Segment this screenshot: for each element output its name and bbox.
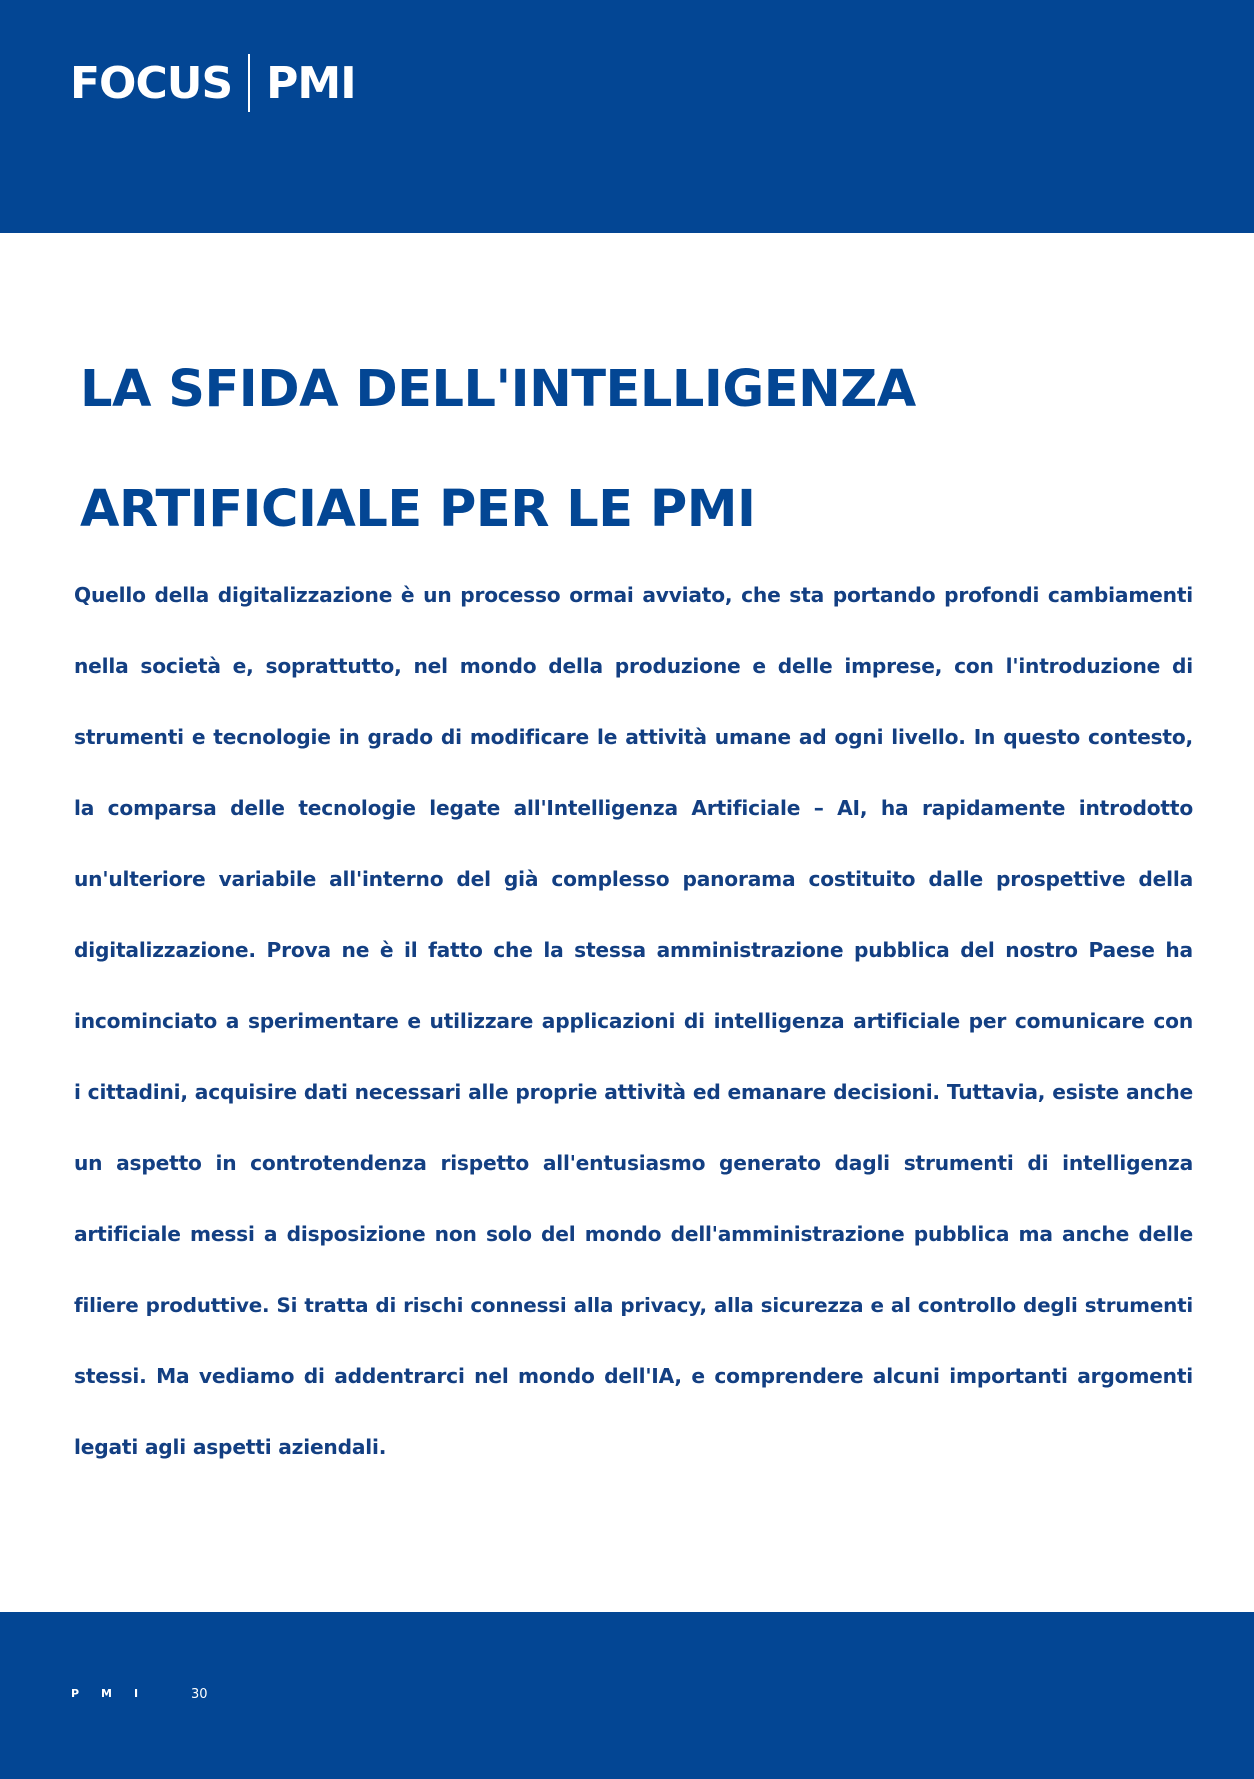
brand-logo	[70, 52, 356, 114]
body-line: Quello della digitalizzazione è un processo ormai avviato, che sta portando profondi cambiamenti	[74, 583, 1193, 607]
body-line: stessi. Ma vediamo di addentrarci nel mondo dell'IA, e comprendere alcuni importanti argomenti	[74, 1364, 1193, 1388]
footer-band	[0, 1612, 1254, 1779]
article-title	[80, 330, 1180, 570]
footer-pmi-mark: PMI	[71, 1687, 161, 1700]
brand-pmi: PMI	[266, 57, 356, 109]
article-title-line: LA SFIDA DELL'INTELLIGENZA	[80, 360, 916, 419]
body-line: strumenti e tecnologie in grado di modificare le attività umane ad ogni livello. In questo contesto,	[74, 725, 1193, 749]
body-line: un aspetto in controtendenza rispetto all'entusiasmo generato dagli strumenti di intelligenza	[74, 1151, 1193, 1175]
body-line: digitalizzazione. Prova ne è il fatto che la stessa amministrazione pubblica del nostro Paese ha	[74, 938, 1193, 962]
page-number: 30	[191, 1687, 208, 1702]
body-line: legati agli aspetti aziendali.	[74, 1435, 387, 1459]
body-line: filiere produttive. Si tratta di rischi connessi alla privacy, alla sicurezza e al controllo degli strumenti	[74, 1294, 1193, 1317]
body-line: la comparsa delle tecnologie legate all'Intelligenza Artificiale – AI, ha rapidamente introdotto	[74, 796, 1193, 820]
brand-focus: FOCUS	[70, 57, 233, 109]
body-line: un'ulteriore variabile all'interno del già complesso panorama costituito dalle prospettive della	[74, 867, 1193, 891]
header-band	[0, 0, 1254, 233]
article-body	[74, 560, 1193, 1483]
article-title-line: ARTIFICIALE PER LE PMI	[80, 480, 756, 539]
brand-divider	[248, 54, 250, 112]
body-line: artificiale messi a disposizione non solo del mondo dell'amministrazione pubblica ma anche delle	[74, 1222, 1193, 1246]
body-line: incominciato a sperimentare e utilizzare applicazioni di intelligenza artificiale per comunicare con	[74, 1009, 1193, 1033]
body-line: nella società e, soprattutto, nel mondo della produzione e delle imprese, con l'introduzione di	[74, 654, 1193, 678]
body-line: i cittadini, acquisire dati necessari alle proprie attività ed emanare decisioni. Tuttavia, esiste anche	[74, 1080, 1193, 1104]
